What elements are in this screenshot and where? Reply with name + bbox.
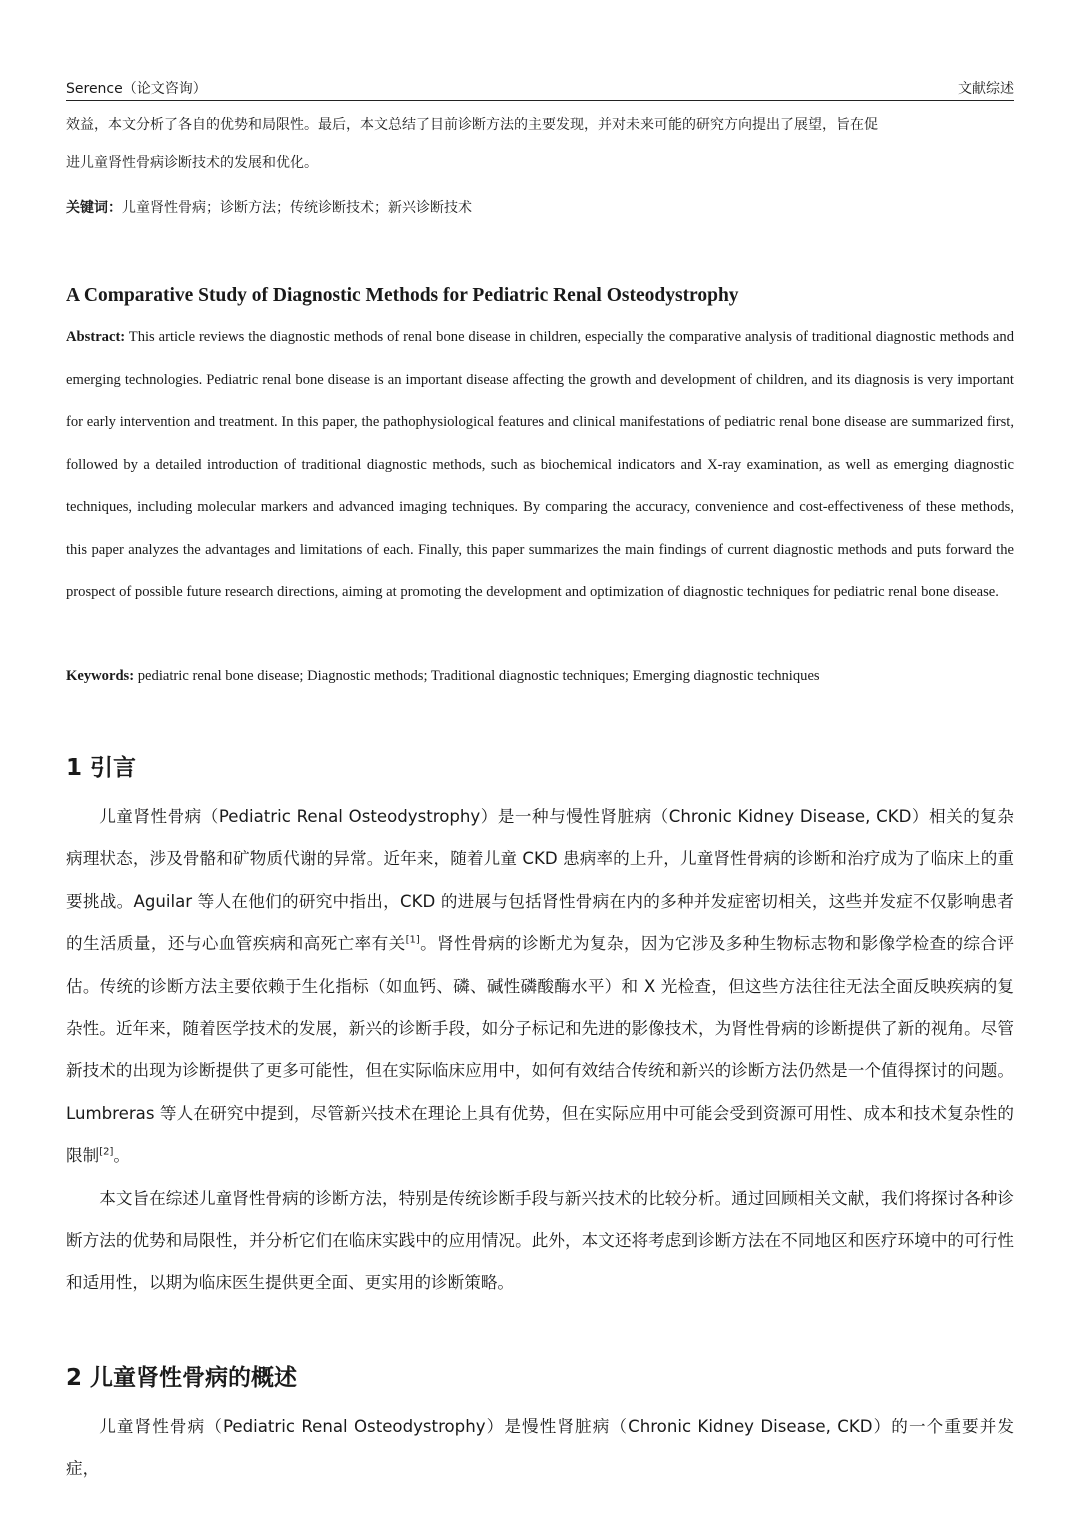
section-1-body [66,796,1014,1305]
en-keywords-label: Keywords: [66,668,135,684]
paragraph-text: 。肾性骨病的诊断尤为复杂，因为它涉及多种生物标志物和影像学检查的综合评估。传统的诊断方法主要依赖于生化指标（如血钙、磷、碱性磷酸酶水平）和 X 光检查，但这些方法往往无法全面反映疾病的复杂性。近年来，随着医学技术的发展，新兴的诊断手段，如分子标记和先进的影像技术，为肾性骨病的诊断提供了新的视角。尽管新技术的出现为诊断提供了更多可能性，但在实际临床应用中，如何有效结合传统和新兴的诊断方法仍然是一个值得探讨的问题。Lumbreras 等人在研究中提到，尽管新兴技术在理论上具有优势，但在实际应用中可能会受到资源可用性、成本和技术复杂性的限制 [66,934,1015,1166]
header-right: 文献综述 [958,81,1014,97]
cn-keywords-label: 关键词： [66,200,122,216]
paragraph-text: 儿童肾性骨病（Pediatric Renal Osteodystrophy）是一种与慢性肾脏病（Chronic Kidney Disease, CKD）相关的复杂病理状态，涉及骨骼和矿物质代谢的异常。近年来，随着儿童 CKD 患病率的上升，儿童肾性骨病的诊断和治疗成为了临床上的重要挑战。Aguilar 等人在他们的研究中指出，CKD 的进展与包括肾性骨病在内的多种并发症密切相关，这些并发症不仅影响患者的生活质量，还与心血管疾病和高死亡率有关 [66,807,1014,954]
cn-abstract-line: 效益，本文分析了各自的优势和局限性。最后，本文总结了目前诊断方法的主要发现，并对未来可能的研究方向提出了展望，旨在促 [66,117,878,133]
paragraph-text: 。 [113,1146,130,1166]
citation-2[interactable]: [2] [99,1146,114,1158]
cn-keywords-text: 儿童肾性骨病；诊断方法；传统诊断技术；新兴诊断技术 [122,200,472,216]
section-1-heading: 1 引言 [66,755,137,781]
en-keywords-text: pediatric renal bone disease; Diagnostic methods; Traditional diagnostic techniques; Emerging diagnostic techniques [134,668,820,684]
citation-1[interactable]: [1] [405,934,420,946]
section-1-paragraph-2: 本文旨在综述儿童肾性骨病的诊断方法，特别是传统诊断手段与新兴技术的比较分析。通过回顾相关文献，我们将探讨各种诊断方法的优势和局限性，并分析它们在临床实践中的应用情况。此外，本文还将考虑到诊断方法在不同地区和医疗环境中的可行性和适用性，以期为临床医生提供更全面、更实用的诊断策略。 [66,1188,1014,1293]
page-header [66,78,1014,101]
cn-abstract-tail [66,104,1014,184]
section-1-paragraph-1 [66,796,1014,1178]
cn-keywords [66,196,1014,220]
en-abstract-label: Abstract: [66,329,126,345]
en-title: A Comparative Study of Diagnostic Methods for Pediatric Renal Osteodystrophy [66,285,739,306]
en-abstract [66,316,1014,614]
section-2-paragraph-1: 儿童肾性骨病（Pediatric Renal Osteodystrophy）是慢性肾脏病（Chronic Kidney Disease, CKD）的一个重要并发症， [66,1417,1014,1479]
en-abstract-text: This article reviews the diagnostic methods of renal bone disease in children, especially the comparative analysis of traditional diagnostic methods and emerging technologies. Pediatric renal bone disease is an important disease affecting the growth and development of children, and its diagnosis is very important for early intervention and treatment. In this paper, the pathophysiological features and clinical manifestations of pediatric renal bone disease are summarized first, followed by a detailed introduction of traditional diagnostic methods, such as biochemical indicators and X-ray examination, as well as emerging diagnostic techniques, including molecular markers and advanced imaging techniques. By comparing the accuracy, convenience and cost-effectiveness of these methods, this paper analyzes the advantages and limitations of each. Finally, this paper summarizes the main findings of current diagnostic methods and puts forward the prospect of possible future research directions, aiming at promoting the development and optimization of diagnostic techniques for pediatric renal bone disease. [66,329,1014,600]
header-left: Serence（论文咨询） [66,81,207,97]
section-2-body [66,1406,1014,1491]
cn-abstract-line: 进儿童肾性骨病诊断技术的发展和优化。 [66,155,318,171]
en-keywords [66,664,1014,688]
section-2-heading: 2 儿童肾性骨病的概述 [66,1365,298,1391]
